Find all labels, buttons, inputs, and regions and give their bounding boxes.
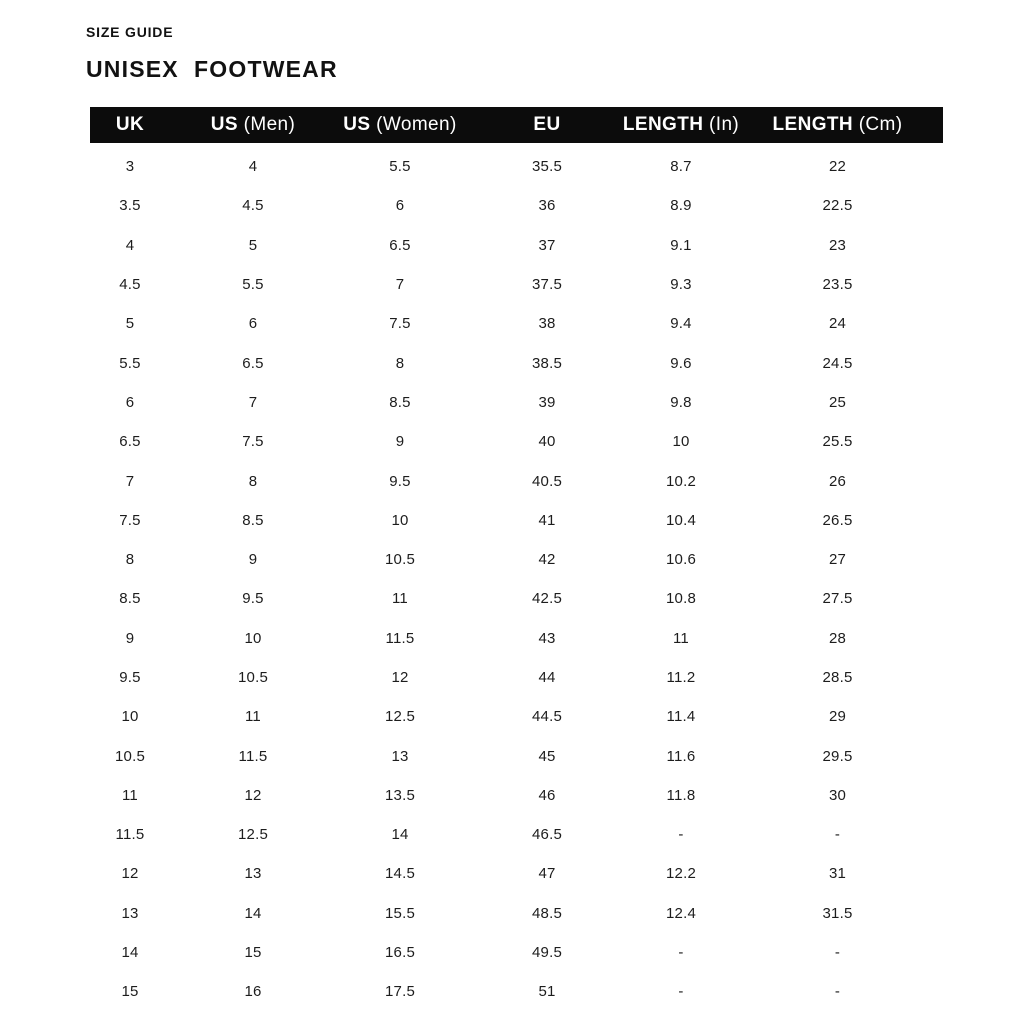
table-row xyxy=(90,972,943,1011)
table-cell: 5.5 xyxy=(242,276,264,294)
table-cell: 24 xyxy=(828,315,847,333)
table-row xyxy=(90,383,943,422)
table-cell: 6.5 xyxy=(242,354,264,372)
column-header-us-women xyxy=(343,114,456,136)
column-header-label: US xyxy=(210,114,238,135)
table-cell: 11 xyxy=(245,708,261,726)
table-cell: 38.5 xyxy=(532,354,562,372)
table-cell: 12.4 xyxy=(666,904,696,922)
table-cell: 12 xyxy=(391,669,409,686)
column-header-sublabel: (Men) xyxy=(237,114,296,135)
table-cell: 27.5 xyxy=(822,590,853,608)
table-row xyxy=(90,697,943,736)
table-cell: 24.5 xyxy=(822,354,853,372)
table-cell: 8 xyxy=(248,472,258,490)
table-cell: 8 xyxy=(125,551,135,569)
column-header-label: EU xyxy=(533,114,561,135)
eyebrow-size-guide: SIZE GUIDE xyxy=(86,24,174,40)
table-cell: 14 xyxy=(121,944,139,962)
table-row xyxy=(90,422,943,461)
column-header-sublabel: (Women) xyxy=(370,114,457,135)
table-cell: 40.5 xyxy=(532,472,562,490)
table-cell: 7 xyxy=(125,472,135,490)
table-cell: 40 xyxy=(538,433,556,451)
table-cell: 44.5 xyxy=(532,708,562,726)
column-header-label: UK xyxy=(115,114,145,135)
table-cell: 10 xyxy=(391,511,409,529)
table-cell: 39 xyxy=(538,393,556,411)
column-header-length-in xyxy=(623,114,739,136)
column-header-uk xyxy=(116,114,144,136)
size-guide-table xyxy=(90,107,943,1012)
table-cell: 10.8 xyxy=(666,590,696,608)
table-body xyxy=(90,143,943,1012)
table-cell: 9.1 xyxy=(670,236,692,254)
table-cell: 11 xyxy=(122,786,138,804)
table-cell: 12.2 xyxy=(666,865,696,883)
table-row xyxy=(90,579,943,618)
table-cell: 42 xyxy=(538,551,556,569)
column-header-sublabel: (In) xyxy=(703,114,740,135)
table-cell: 10 xyxy=(672,433,690,451)
table-cell: 11.8 xyxy=(666,786,696,804)
table-cell: 12 xyxy=(121,865,139,883)
table-cell: 17.5 xyxy=(385,983,415,1001)
table-cell: 15.5 xyxy=(385,904,415,922)
table-cell: 43 xyxy=(538,629,556,647)
table-cell: 11.2 xyxy=(666,669,696,686)
table-cell: 9 xyxy=(395,433,405,451)
table-cell: 38 xyxy=(538,315,556,333)
table-cell: 6.5 xyxy=(119,433,141,451)
table-row xyxy=(90,894,943,933)
table-cell: 8 xyxy=(395,354,405,372)
table-cell: 6 xyxy=(125,393,135,411)
table-cell: 10 xyxy=(244,629,262,647)
table-header-row xyxy=(90,107,943,143)
table-cell: 51 xyxy=(538,983,556,1001)
table-cell: 13 xyxy=(244,865,262,883)
table-cell: 10.2 xyxy=(666,472,696,490)
table-cell: 14 xyxy=(391,826,409,844)
table-cell: 28 xyxy=(828,629,847,647)
table-cell: 3 xyxy=(125,158,135,176)
table-cell: 7.5 xyxy=(119,511,141,529)
table-row xyxy=(90,619,943,658)
table-cell: 11 xyxy=(673,629,689,647)
table-cell: 31 xyxy=(828,865,847,883)
table-row xyxy=(90,933,943,972)
table-row xyxy=(90,226,943,265)
table-cell: - xyxy=(834,826,841,844)
table-cell: 31.5 xyxy=(822,904,853,922)
table-cell: 22 xyxy=(828,158,847,176)
table-cell: 9.5 xyxy=(242,590,264,608)
table-cell: - xyxy=(834,944,841,962)
table-cell: 12.5 xyxy=(385,708,415,726)
table-cell: 29.5 xyxy=(822,747,853,765)
table-cell: 13 xyxy=(391,747,409,765)
table-cell: 4.5 xyxy=(119,276,141,294)
table-row xyxy=(90,304,943,343)
column-header-label: LENGTH xyxy=(622,114,704,135)
table-cell: 30 xyxy=(828,786,847,804)
table-cell: 14.5 xyxy=(385,865,415,883)
table-cell: 6.5 xyxy=(389,236,411,254)
table-row xyxy=(90,343,943,382)
table-cell: 3.5 xyxy=(119,197,141,215)
table-cell: 26 xyxy=(828,472,847,490)
table-cell: 9.3 xyxy=(670,276,692,294)
table-cell: 44 xyxy=(538,669,556,686)
table-cell: 46.5 xyxy=(532,826,562,844)
table-row xyxy=(90,815,943,854)
table-cell: 42.5 xyxy=(532,590,562,608)
table-cell: 13.5 xyxy=(385,786,415,804)
column-header-label: LENGTH xyxy=(772,114,854,135)
table-cell: 8.9 xyxy=(670,197,692,215)
table-row xyxy=(90,736,943,775)
table-cell: 23 xyxy=(828,236,847,254)
table-cell: 35.5 xyxy=(532,158,562,176)
column-header-label: US xyxy=(343,114,371,135)
column-header-us-men xyxy=(211,114,296,136)
table-cell: 47 xyxy=(538,865,556,883)
column-header-sublabel: (Cm) xyxy=(853,114,903,135)
table-cell: 10.6 xyxy=(666,551,696,569)
table-row xyxy=(90,147,943,186)
table-cell: 36 xyxy=(538,197,556,215)
table-cell: 26.5 xyxy=(822,511,853,529)
table-cell: 29 xyxy=(828,708,847,726)
table-cell: 13 xyxy=(121,904,139,922)
table-cell: 9.6 xyxy=(670,354,692,372)
table-cell: 12.5 xyxy=(238,826,268,844)
table-cell: 10.5 xyxy=(238,669,268,686)
table-cell: 10.4 xyxy=(666,511,696,529)
page-title: UNISEX FOOTWEAR xyxy=(86,56,338,82)
table-cell: 8.7 xyxy=(670,158,692,176)
table-cell: 9.5 xyxy=(389,472,411,490)
table-cell: 5 xyxy=(248,236,258,254)
table-cell: 10.5 xyxy=(115,747,145,765)
table-row xyxy=(90,776,943,815)
table-cell: 9.8 xyxy=(670,393,692,411)
table-row xyxy=(90,854,943,893)
column-header-eu xyxy=(533,114,560,136)
table-row xyxy=(90,461,943,500)
table-row xyxy=(90,540,943,579)
table-cell: 45 xyxy=(538,747,556,765)
table-cell: 6 xyxy=(248,315,258,333)
table-cell: 11 xyxy=(392,590,408,608)
table-cell: 25 xyxy=(828,393,847,411)
table-cell: 7 xyxy=(248,393,258,411)
table-cell: 5 xyxy=(125,315,135,333)
table-cell: 48.5 xyxy=(532,904,562,922)
table-cell: - xyxy=(834,983,841,1001)
table-cell: 41 xyxy=(538,511,556,529)
table-cell: 15 xyxy=(121,983,139,1001)
table-cell: 9.5 xyxy=(119,669,141,686)
table-cell: 11.5 xyxy=(115,826,145,844)
table-cell: 11.5 xyxy=(385,629,415,647)
table-cell: 25.5 xyxy=(822,433,853,451)
table-cell: 5.5 xyxy=(119,354,141,372)
table-cell: 4.5 xyxy=(242,197,264,215)
column-header-length-cm xyxy=(773,114,903,136)
table-cell: 10 xyxy=(121,708,139,726)
table-cell: 4 xyxy=(125,236,135,254)
table-row xyxy=(90,265,943,304)
table-cell: 5.5 xyxy=(389,158,411,176)
table-cell: 11.6 xyxy=(666,747,696,765)
table-cell: 11.5 xyxy=(238,747,268,765)
table-cell: 15 xyxy=(244,944,262,962)
table-cell: 10.5 xyxy=(385,551,415,569)
table-cell: 11.4 xyxy=(666,708,696,726)
table-cell: 9 xyxy=(125,629,135,647)
table-cell: - xyxy=(678,983,684,1001)
table-cell: 8.5 xyxy=(389,393,411,411)
table-cell: 7.5 xyxy=(389,315,411,333)
table-cell: 37 xyxy=(538,236,556,254)
table-cell: 46 xyxy=(538,786,556,804)
table-row xyxy=(90,501,943,540)
table-cell: 12 xyxy=(244,786,262,804)
table-cell: 4 xyxy=(248,158,258,176)
table-cell: 16 xyxy=(244,983,262,1001)
table-cell: 7.5 xyxy=(242,433,264,451)
table-cell: 9.4 xyxy=(670,315,692,333)
table-cell: 6 xyxy=(395,197,405,215)
table-cell: 7 xyxy=(395,276,405,294)
table-cell: 28.5 xyxy=(822,669,853,686)
table-cell: 22.5 xyxy=(822,197,853,215)
table-cell: 8.5 xyxy=(242,511,264,529)
table-cell: 14 xyxy=(244,904,262,922)
table-cell: 8.5 xyxy=(119,590,141,608)
table-cell: - xyxy=(678,826,684,844)
table-cell: 23.5 xyxy=(822,276,853,294)
table-cell: 37.5 xyxy=(532,276,562,294)
table-cell: 27 xyxy=(828,551,847,569)
table-cell: 9 xyxy=(248,551,258,569)
table-row xyxy=(90,658,943,697)
table-cell: 49.5 xyxy=(532,944,562,962)
table-cell: 16.5 xyxy=(385,944,415,962)
table-row xyxy=(90,186,943,225)
table-cell: - xyxy=(678,944,684,962)
